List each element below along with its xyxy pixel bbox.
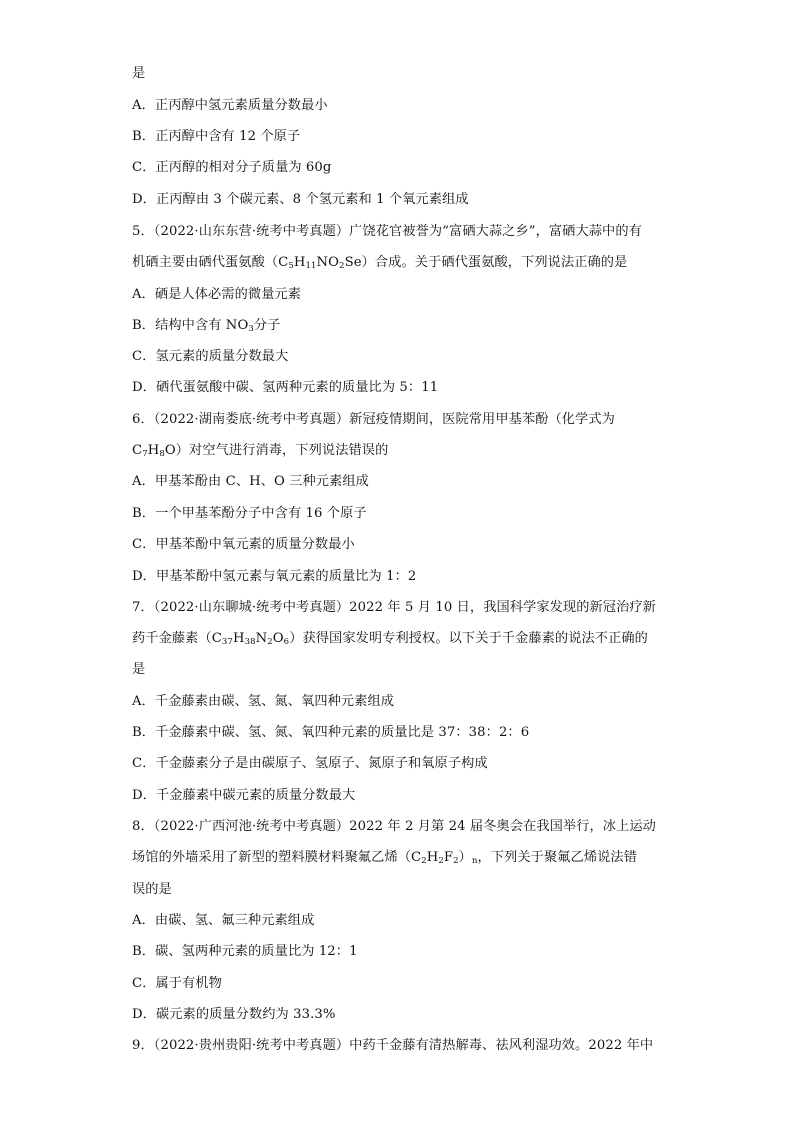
question-9-stem-line-1: 9．（2022·贵州贵阳·统考中考真题）中药千金藤有清热解毒、祛风利湿功效。2022 年中 — [132, 1038, 654, 1053]
question-6-option-b: B．一个甲基苯酚分子中含有 16 个原子 — [132, 506, 367, 521]
question-7-stem-line-3: 是 — [132, 662, 146, 677]
question-6-stem-line-1: 6．（2022·湖南娄底·统考中考真题）新冠疫情期间，医院常用甲基苯酚（化学式为 — [132, 412, 615, 427]
question-4-option-a: A．正丙醇中氢元素质量分数最小 — [132, 98, 328, 113]
question-4-stem-end: 是 — [132, 66, 146, 81]
question-8-option-a: A．由碳、氢、氟三种元素组成 — [132, 913, 315, 928]
question-7-option-b: B．千金藤素中碳、氢、氮、氧四种元素的质量比是 37：38：2：6 — [132, 725, 530, 740]
question-7-option-a: A．千金藤素由碳、氢、氮、氧四种元素组成 — [132, 694, 395, 709]
question-8-stem-line-2: 场馆的外墙采用了新型的塑料膜材料聚氟乙烯$(C_2H_2F_2)_n$，下列关于聚氟乙烯说法错 — [132, 850, 637, 866]
question-8-option-d: D．碳元素的质量分数约为 33.3% — [132, 1007, 336, 1022]
question-6-stem-line-2: $C_7H_8O$）对空气进行消毒，下列说法错误的 — [132, 443, 389, 459]
question-7-option-c: C．千金藤素分子是由碳原子、氢原子、氮原子和氧原子构成 — [132, 756, 488, 771]
question-7-stem-line-1: 7．（2022·山东聊城·统考中考真题）2022 年 5 月 10 日，我国科学家发现的新冠治疗新 — [132, 600, 656, 615]
question-5-stem-line-1: 5．（2022·山东东营·统考中考真题）广饶花官被誉为“富硒大蒜之乡”，富硒大蒜中的有 — [132, 224, 642, 239]
question-5-option-a: A．硒是人体必需的微量元素 — [132, 287, 302, 302]
question-5-option-c: C．氢元素的质量分数最大 — [132, 349, 289, 364]
question-7-option-d: D．千金藤素中碳元素的质量分数最大 — [132, 788, 356, 803]
question-4-option-d: D．正丙醇由 3 个碳元素、8 个氢元素和 1 个氧元素组成 — [132, 192, 469, 207]
question-7-stem-line-2: 药千金藤素$(C_{37}H_{38}N_2O_6)$获得国家发明专利授权。以下关于千金藤素的说法不正确的 — [132, 631, 648, 647]
question-5-stem-line-2: 机硒主要由硒代蛋氨酸$(C_5H_{11}NO_2Se)$合成。关于硒代蛋氨酸，下列说法正确的是 — [132, 255, 628, 271]
question-8-option-b: B．碳、氢两种元素的质量比为 12：1 — [132, 944, 358, 959]
question-6-option-a: A．甲基苯酚由 C、H、O 三种元素组成 — [132, 474, 369, 489]
question-5-option-d: D．硒代蛋氨酸中碳、氢两种元素的质量比为 5：11 — [132, 380, 439, 395]
question-6-option-d: D．甲基苯酚中氢元素与氧元素的质量比为 1：2 — [132, 569, 417, 584]
question-8-option-c: C．属于有机物 — [132, 976, 222, 991]
question-6-option-c: C．甲基苯酚中氧元素的质量分数最小 — [132, 537, 355, 552]
question-8-stem-line-1: 8．（2022·广西河池·统考中考真题）2022 年 2 月第 24 届冬奥会在我国举行，冰上运动 — [132, 819, 656, 834]
question-8-stem-line-3: 误的是 — [132, 882, 172, 897]
question-4-option-b: B．正丙醇中含有 12 个原子 — [132, 129, 301, 144]
question-5-option-b: B．结构中含有 $NO_3$分子 — [132, 318, 281, 334]
question-4-option-c: C．正丙醇的相对分子质量为 60g — [132, 160, 332, 175]
